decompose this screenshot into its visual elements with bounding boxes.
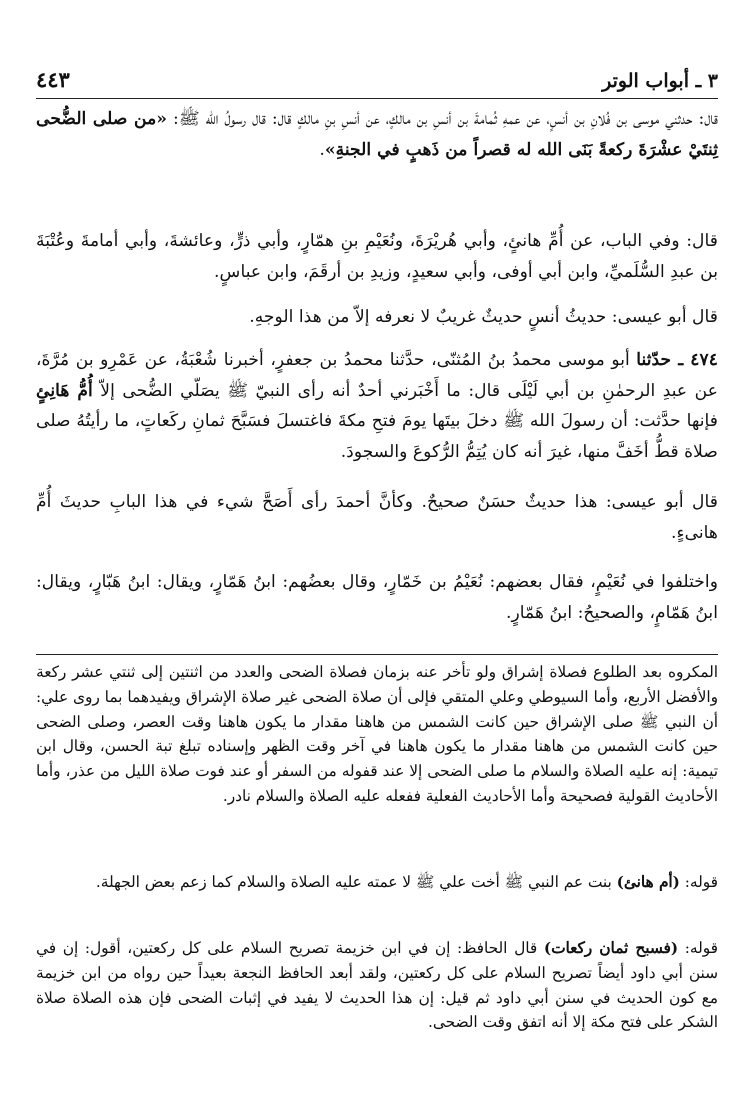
hadith-474-text-b: فإنها حدَّثت: أن رسولَ الله ﷺ دخلَ بيتَها يومَ فتحِ مكةَ فاغتسلَ فسَبَّحَ ثمانِ ركَعاتٍ، ما رأيتُهُ صلى صلاة قطُّ أخَفَّ منها، غيرَ أنه كان يُتِمُّ الرُّكوعَ والسجودَ. [36, 411, 718, 462]
hadith-matn: «من صلى الضُّحى ثِنتَيْ عشْرَةَ ركعةً بَنَى الله له قصراً من ذَهبٍ في الجنةِ» [36, 109, 718, 160]
fil-bab-paragraph: قال: وفي الباب، عن أُمِّ هانئٍ، وأبي هُريْرَةَ، ونُعَيْمِ بنِ همّارٍ، وأبي ذرٍّ، وعائشةَ، وأبي أمامةَ وعُتْبَةَ بن عبدِ السُّلَميِّ، وابن أبي أوفى، وأبي سعيدٍ، وزيدِ بن أرقَمَ، وابن عباسٍ. [36, 231, 718, 282]
running-title: ٣ ـ أبواب الوتر [602, 70, 718, 92]
footnote-separator [36, 654, 718, 655]
commentary-umm-hani [36, 870, 718, 895]
hadith-474-text-a: أبو موسى محمدُ بنُ المُثنّى، حدَّثنا محمدُ بن جعفرٍ، أخبرنا شُعْبَةُ، عن عَمْرِو بن مُرَّةَ، عن عبدِ الرحمٰنِ بن أبي لَيْلَى قال: ما أَخْبَرني أحدٌ أنه رأى النبيّ ﷺ يصَلّي الضُّحى إلاّ [36, 350, 718, 401]
note-term: (فسبح ثمان ركعات) [543, 939, 679, 957]
page-header [36, 58, 718, 92]
hadith-474-paragraph [36, 345, 718, 467]
narration-paragraph-1 [36, 104, 718, 165]
isnad-text: قال: حدثني موسى بن فُلانِ بن أنسٍ، عن عمهِ ثُمامةَ بن أنسِ بن مالكٍ، عن أنسِ بنِ مالكٍ قال: قال رسولُ الله ﷺ: [167, 109, 718, 129]
header-rule [36, 98, 718, 99]
note-text: بنت عم النبي ﷺ أخت علي ﷺ لا عمته عليه الصلاة والسلام كما زعم بعض الجهلة. [95, 873, 617, 891]
ikhtilaf-paragraph: واختلفوا في نُعَيْمٍ، فقال بعضهم: نُعَيْمُ بن خَمّارٍ، وقال بعضُهم: ابنُ هَمّارٍ، ويقال: ابنُ هَبّارٍ، ويقال: ابنُ هَمّامٍ، والصحيحُ: ابنُ هَمّارٍ. [36, 572, 718, 623]
note-term: (أم هانئ) [616, 873, 680, 891]
umm-hani-name: أُمُّ هَانِئٍ [36, 380, 93, 401]
abu-isa-comment-2: قال أبو عيسى: هذا حديثٌ حسَنٌ صحيحٌ. وكأنَّ أحمدَ رأى أَصَحَّ شيء في هذا البابِ حديثَ أُمِّ هانىءٍ. [36, 492, 718, 543]
hadith-number: ٤٧٤ ـ حدّثنا [636, 350, 718, 370]
commentary-paragraph-1: المكروه بعد الطلوع فصلاة إشراق ولو تأخر عنه بزمان فصلاة الضحى والعدد من اثنتين إلى ثنتي عشر ركعة والأفضل الأربع، وأما السيوطي وعلي المتقي فإلى أن صلاة الضحى غير صلاة الإشراق ويفيدهما بما روى علي: أن النبي ﷺ صلى الإشراق حين كانت الشمس من هاهنا مقدار ما يكون هاهنا وقت العصر، وصلى الضحى حين كانت الشمس من هاهنا مقدار ما يكون هاهنا في آخر وقت الظهر وإسناده تبلغ تبة الحسن، وقال ابن تيمية: إنه عليه الصلاة والسلام ما صلى الضحى إلا عند قفوله من السفر أو عند فوت صلاة الليل من عذر، وأما الأحاديث القولية فصحيحة وأما الأحاديث الفعلية ففعله عليه الصلاة والسلام نادر. [36, 663, 718, 805]
note-text: قال الحافظ: إن في ابن خزيمة تصريح السلام على كل ركعتين، أقول: إن في سنن أبي داود أيضاً تصريح السلام على كل ركعتين، ولقد أبعد الحافظ النجعة بعيداً حين رواه من ابن خزيمة مع كون الحديث في سنن أبي داود ثم قيل: إن هذا الحديث لا يفيد في إثبات الضحى فإن هذه الصلاة صلاة الشكر على فتح مكة إلا أنه اتفق وقت الضحى. [36, 939, 718, 1032]
note-lead: قوله: [678, 939, 718, 957]
page-number: ٤٤٣ [36, 67, 70, 92]
abu-isa-comment-1: قال أبو عيسى: حديثُ أنسٍ حديثٌ غريبٌ لا نعرفه إلاّ من هذا الوجهِ. [249, 307, 718, 327]
paragraph-end: . [319, 139, 325, 160]
commentary-eight-rakat [36, 936, 718, 1035]
note-lead: قوله: [679, 873, 718, 891]
